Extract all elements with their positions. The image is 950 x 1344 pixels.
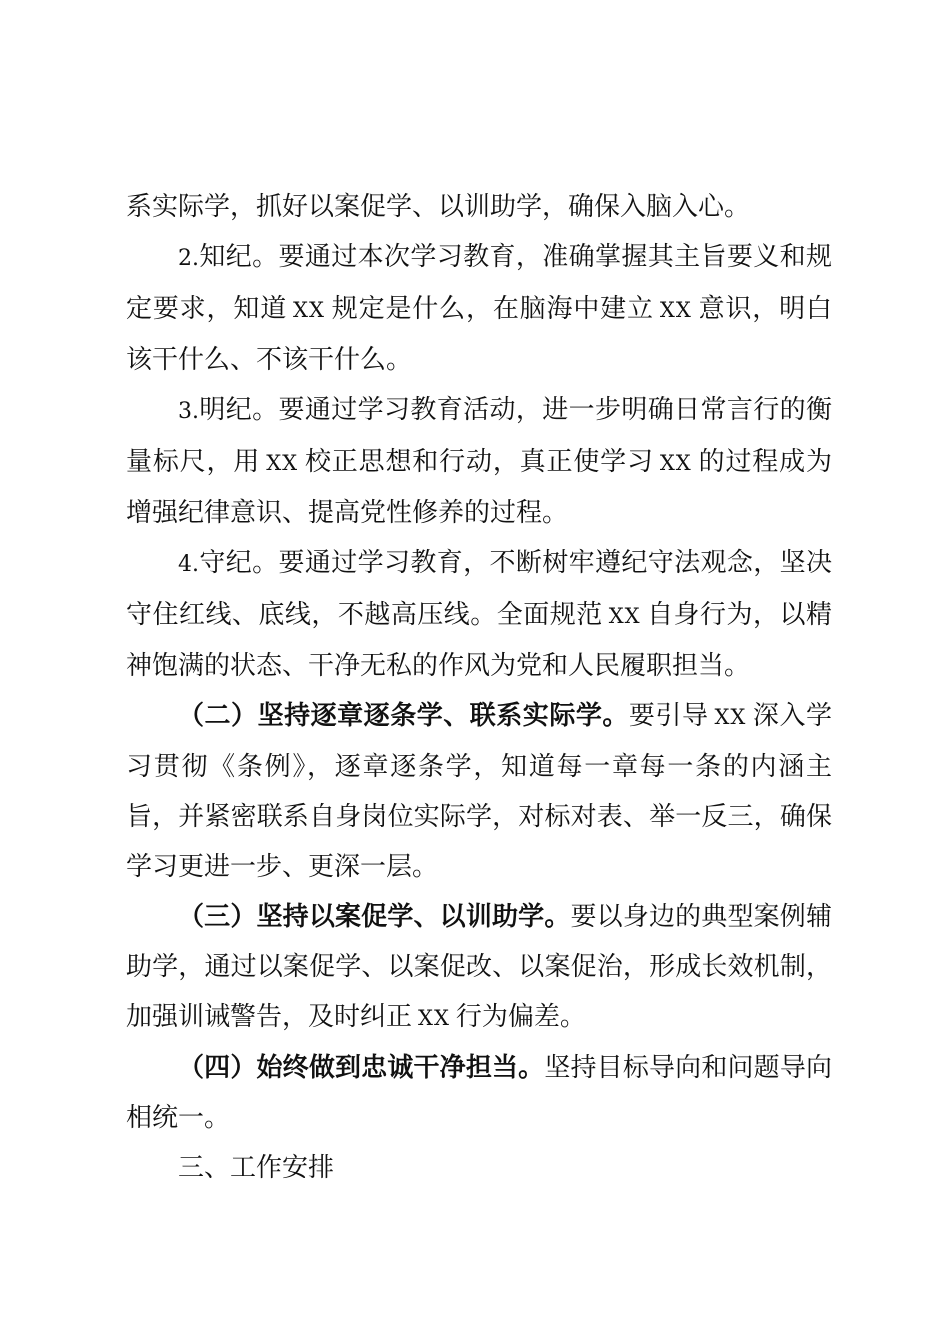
placeholder-xx: XX (266, 451, 299, 475)
heading-text: 三、工作安排 (178, 1153, 335, 1183)
placeholder-xx: XX (608, 604, 641, 628)
item-number: 4. (178, 552, 199, 577)
paragraph-text: 的过程成为增强纪律意识、提高党性修养的过程。 (126, 447, 832, 528)
paragraph-item-2 (126, 232, 832, 385)
section-heading: （四）始终做到忠诚干净担当。 (178, 1053, 545, 1083)
placeholder-xx: XX (293, 298, 325, 322)
paragraph-section-4 (126, 1043, 832, 1143)
paragraph-text: 深入学习贯彻《条例》，逐章逐条学，知道每一章每一条的内涵主旨，并紧密联系自身岗位实际学，对标对表、举一反三，确保学习更进一步、更深一层。 (126, 701, 832, 882)
item-number: 3. (178, 399, 199, 424)
paragraph-continuation (126, 182, 832, 232)
paragraph-item-3 (126, 385, 832, 538)
placeholder-xx: XX (659, 298, 692, 322)
paragraph-text: 要以身边的典型案例辅助学，通过以案促学、以案促改、以案促治，形成长效机制，加强训诫警告，及时纠正 (126, 902, 832, 1032)
chapter-heading (126, 1143, 832, 1193)
section-heading: （三）坚持以案促学、以训助学。 (178, 902, 571, 932)
paragraph-text: 行为偏差。 (455, 1002, 586, 1032)
paragraph-section-3 (126, 892, 832, 1043)
document-body (126, 182, 832, 1193)
paragraph-text: 自身行为，以精神饱满的状态、干净无私的作风为党和人民履职担当。 (126, 600, 832, 681)
paragraph-text: 规定是什么，在脑海中建立 (330, 294, 654, 324)
paragraph-text: 守纪。要通过学习教育，不断树牢遵纪守法观念，坚决守住红线、底线，不越高压线。全面规范 (126, 548, 832, 630)
paragraph-section-2 (126, 691, 832, 892)
paragraph-text: 校正思想和行动，真正使学习 (304, 447, 654, 477)
placeholder-xx: XX (659, 451, 692, 475)
paragraph-text: 坚持目标导向和问题导向相统一。 (126, 1053, 832, 1133)
paragraph-text: 意识，明白该干什么、不该干什么。 (126, 294, 832, 375)
section-heading: （二）坚持逐章逐条学、联系实际学。 (178, 701, 629, 731)
paragraph-item-4 (126, 538, 832, 691)
placeholder-xx: XX (418, 1006, 450, 1030)
item-number: 2. (178, 246, 199, 271)
paragraph-text: 要引导 (628, 701, 709, 731)
placeholder-xx: XX (714, 705, 747, 729)
paragraph-text: 明纪。要通过学习教育活动，进一步明确日常言行的衡量标尺，用 (126, 395, 832, 477)
paragraph-text: 知纪。要通过本次学习教育，准确掌握其主旨要义和规定要求，知道 (126, 242, 832, 324)
paragraph-text: 系实际学，抓好以案促学、以训助学，确保入脑入心。 (126, 192, 751, 222)
